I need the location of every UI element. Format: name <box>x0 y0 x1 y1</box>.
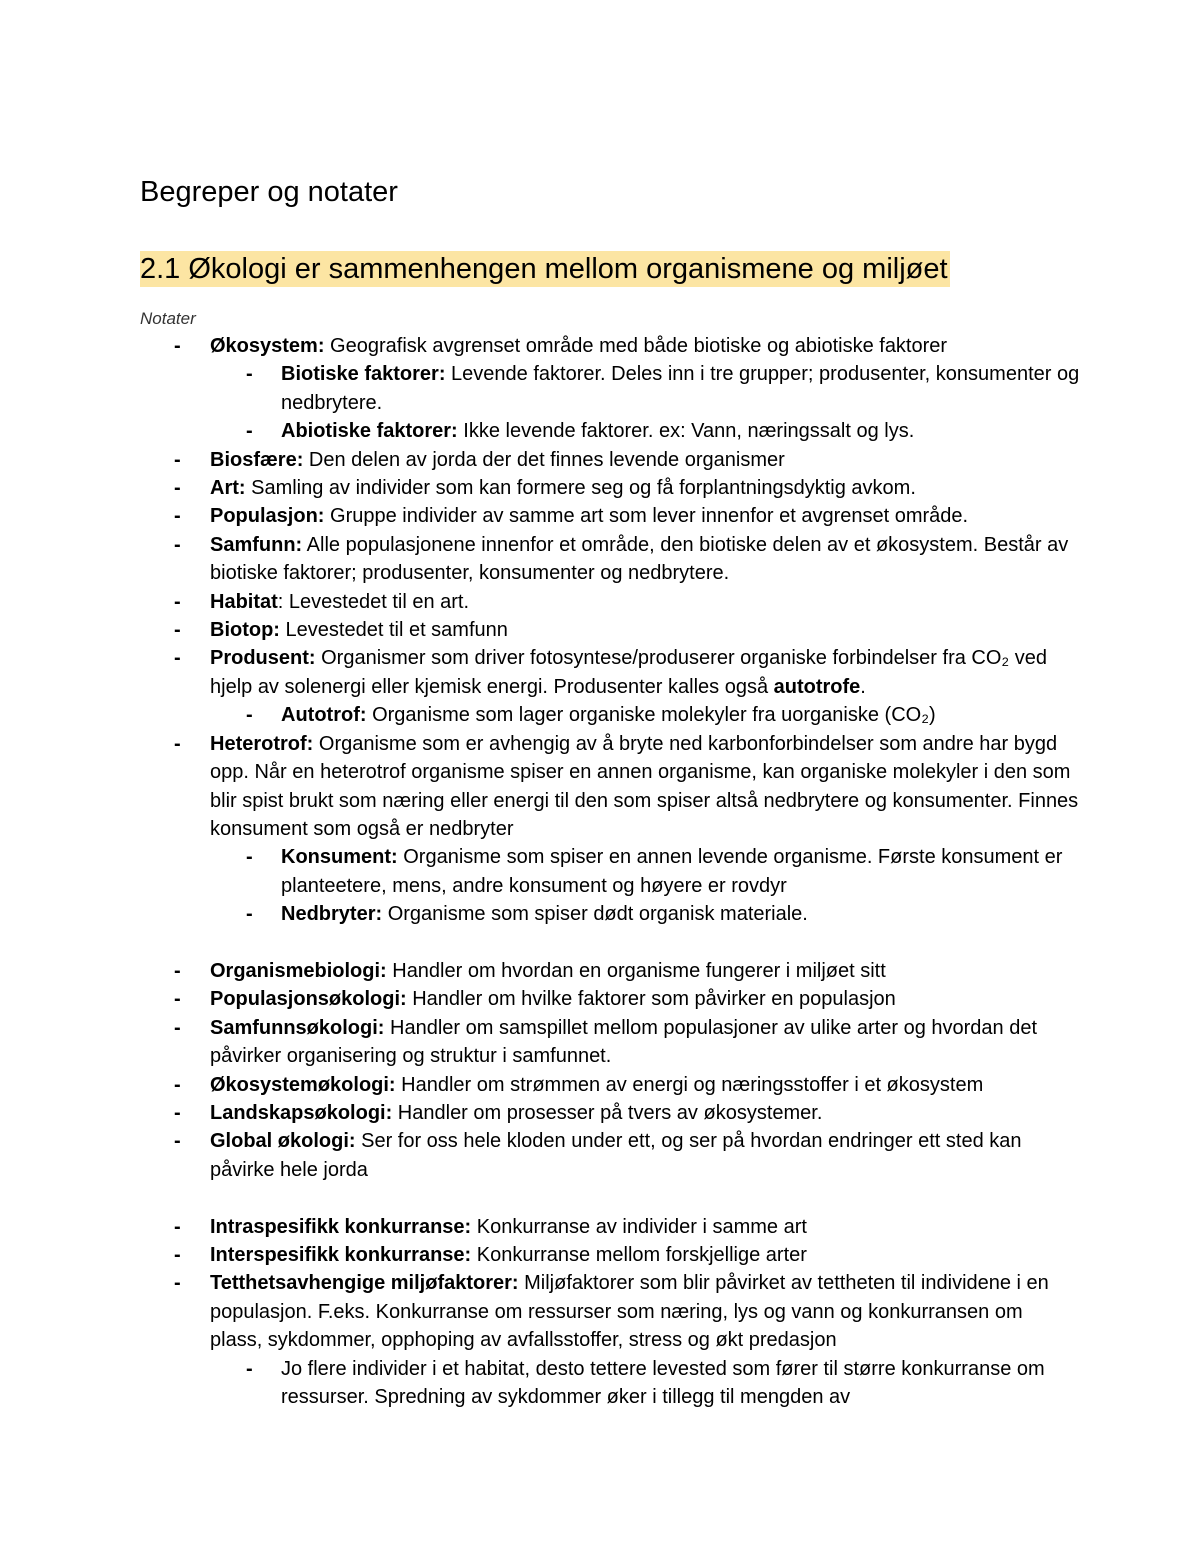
definition: Organisme som lager organiske molekyler fra uorganiske (CO₂) <box>366 704 936 727</box>
document-title: Begreper og notater <box>140 176 398 208</box>
term: Landskapsøkologi: <box>210 1101 393 1124</box>
term: Heterotrof: <box>210 732 314 755</box>
list-item <box>140 644 1080 701</box>
definition: Gruppe individer av samme art som lever innenfor et avgrenset område. <box>324 505 969 528</box>
definition: Den delen av jorda der det finnes levende organismer <box>303 448 785 471</box>
definition: Handler om strømmen av energi og næringsstoffer i et økosystem <box>395 1073 984 1096</box>
list-item <box>140 502 1080 530</box>
definition: Levestedet til et samfunn <box>279 619 508 642</box>
definition: Konkurranse av individer i samme art <box>471 1215 807 1238</box>
term: Autotrof: <box>281 704 367 727</box>
list-item <box>140 417 1080 445</box>
bullet-dash: - <box>246 420 253 443</box>
notes-list <box>140 332 1080 1411</box>
term: Art: <box>210 477 246 500</box>
term-inline: autotrofe <box>773 675 861 698</box>
bullet-dash: - <box>174 1016 181 1039</box>
term: Produsent: <box>210 647 316 670</box>
list-item <box>140 1099 1080 1127</box>
definition: Organisme som spiser en annen levende organisme. Første konsument er planteetere, mens, andre konsument og høyere er rovdyr <box>281 846 1063 897</box>
list-item <box>140 701 1080 729</box>
definition: Alle populasjonene innenfor et område, den biotiske delen av et økosystem. Består av biotiske faktorer; produsenter, konsumenter og nedbrytere. <box>210 533 1069 585</box>
definition: Organisme som er avhengig av å bryte ned karbonforbindelser som andre har bygd opp. Når en heterotrof organisme spiser en annen organisme, kan organiske molekyler i den som blir spist brukt som næring eller energi til den som spiser altså nedbrytere og konsumenter. Finnes konsument som også er nedbryter <box>210 732 1079 840</box>
bullet-dash: - <box>246 704 253 727</box>
definition: Jo flere individer i et habitat, desto tettere levested som fører til større konkurranse om ressurser. Spredning av sykdommer øker i tillegg til mengden av <box>281 1357 1045 1408</box>
definition: Ser for oss hele kloden under ett, og ser på hvordan endringer ett sted kan påvirke hele jorda <box>210 1130 1022 1181</box>
term: Nedbryter: <box>281 903 383 926</box>
bullet-dash: - <box>174 448 181 471</box>
definition: Geografisk avgrenset område med både biotiske og abiotiske faktorer <box>324 335 948 357</box>
bullet-dash: - <box>246 363 253 386</box>
definition: Organisme som spiser dødt organisk materiale. <box>382 903 808 926</box>
bullet-dash: - <box>174 647 181 670</box>
spacer <box>140 1184 1080 1212</box>
term: Global økologi: <box>210 1130 356 1153</box>
bullet-dash: - <box>174 1073 181 1096</box>
bullet-dash: - <box>174 533 181 556</box>
bullet-dash: - <box>174 959 181 982</box>
list-item <box>140 1355 1080 1412</box>
list-item <box>140 531 1080 588</box>
list-item <box>140 588 1080 616</box>
definition: Handler om samspillet mellom populasjoner av ulike arter og hvordan det påvirker organisering og struktur i samfunnet. <box>210 1016 1038 1068</box>
bullet-dash: - <box>174 1101 181 1124</box>
list-item <box>140 1014 1080 1071</box>
list-item <box>140 985 1080 1013</box>
section-heading: 2.1 Økologi er sammenhengen mellom organismene og miljøet <box>140 253 948 285</box>
definition: Handler om hvilke faktorer som påvirker en populasjon <box>406 988 896 1011</box>
definition: Handler om hvordan en organisme fungerer i miljøet sitt <box>386 959 886 982</box>
term: Populasjonsøkologi: <box>210 988 407 1011</box>
definition: Levende faktorer. Deles inn i tre grupper; produsenter, konsumenter og nedbrytere. <box>281 363 1080 414</box>
list-item <box>140 616 1080 644</box>
definition: Miljøfaktorer som blir påvirket av tettheten til individene i en populasjon. F.eks. Konkurranse om ressurser som næring, lys og vann og konkurransen om plass, sykdommer, opphoping av avfallsstoffer, stress og økt predasjon <box>210 1272 1049 1352</box>
term: Samfunnsøkologi: <box>210 1016 385 1039</box>
list-item <box>140 957 1080 985</box>
definition: : Levestedet til en art. <box>277 590 470 613</box>
bullet-dash: - <box>246 903 253 926</box>
bullet-dash: - <box>174 732 181 755</box>
term: Økosystem: <box>210 335 325 357</box>
list-item <box>140 1127 1080 1184</box>
notes-label: Notater <box>140 309 196 328</box>
term: Biotop: <box>210 619 280 642</box>
list-item <box>140 1241 1080 1269</box>
term: Biotiske faktorer: <box>281 363 446 386</box>
bullet-dash: - <box>174 1243 181 1266</box>
bullet-dash: - <box>174 1272 181 1295</box>
definition: Organismer som driver fotosyntese/produserer organiske forbindelser fra CO₂ ved hjelp av solenergi eller kjemisk energi. Produsenter kalles også <box>210 647 1047 698</box>
list-item <box>140 1213 1080 1241</box>
definition: Konkurranse mellom forskjellige arter <box>471 1243 807 1266</box>
bullet-dash: - <box>174 1215 181 1238</box>
bullet-dash: - <box>174 619 181 642</box>
spacer <box>140 929 1080 957</box>
bullet-dash: - <box>174 1130 181 1153</box>
definition-end: . <box>860 675 866 698</box>
bullet-dash: - <box>246 1357 253 1380</box>
term: Konsument: <box>281 846 398 869</box>
definition: Ikke levende faktorer. ex: Vann, næringssalt og lys. <box>457 420 915 443</box>
term: Interspesifikk konkurranse: <box>210 1243 472 1266</box>
bullet-dash: - <box>246 846 253 869</box>
term: Økosystemøkologi: <box>210 1073 396 1096</box>
term: Intraspesifikk konkurranse: <box>210 1215 472 1238</box>
term: Organismebiologi: <box>210 959 387 982</box>
term: Abiotiske faktorer: <box>281 420 458 443</box>
list-item <box>140 332 1080 360</box>
list-item <box>140 1269 1080 1354</box>
list-item <box>140 843 1080 900</box>
bullet-dash: - <box>174 505 181 528</box>
bullet-dash: - <box>174 590 181 613</box>
bullet-dash: - <box>174 477 181 500</box>
list-item <box>140 474 1080 502</box>
list-item <box>140 900 1080 928</box>
term: Biosfære: <box>210 448 304 471</box>
term: Samfunn: <box>210 533 303 556</box>
list-item <box>140 1071 1080 1099</box>
definition: Samling av individer som kan formere seg og få forplantningsdyktig avkom. <box>245 477 916 500</box>
term: Tetthetsavhengige miljøfaktorer: <box>210 1272 519 1295</box>
bullet-dash: - <box>174 988 181 1011</box>
list-item <box>140 446 1080 474</box>
list-item <box>140 360 1080 417</box>
term: Populasjon: <box>210 505 325 528</box>
bullet-dash: - <box>174 335 181 357</box>
definition: Handler om prosesser på tvers av økosystemer. <box>392 1101 823 1124</box>
term: Habitat <box>210 590 278 613</box>
list-item <box>140 730 1080 844</box>
